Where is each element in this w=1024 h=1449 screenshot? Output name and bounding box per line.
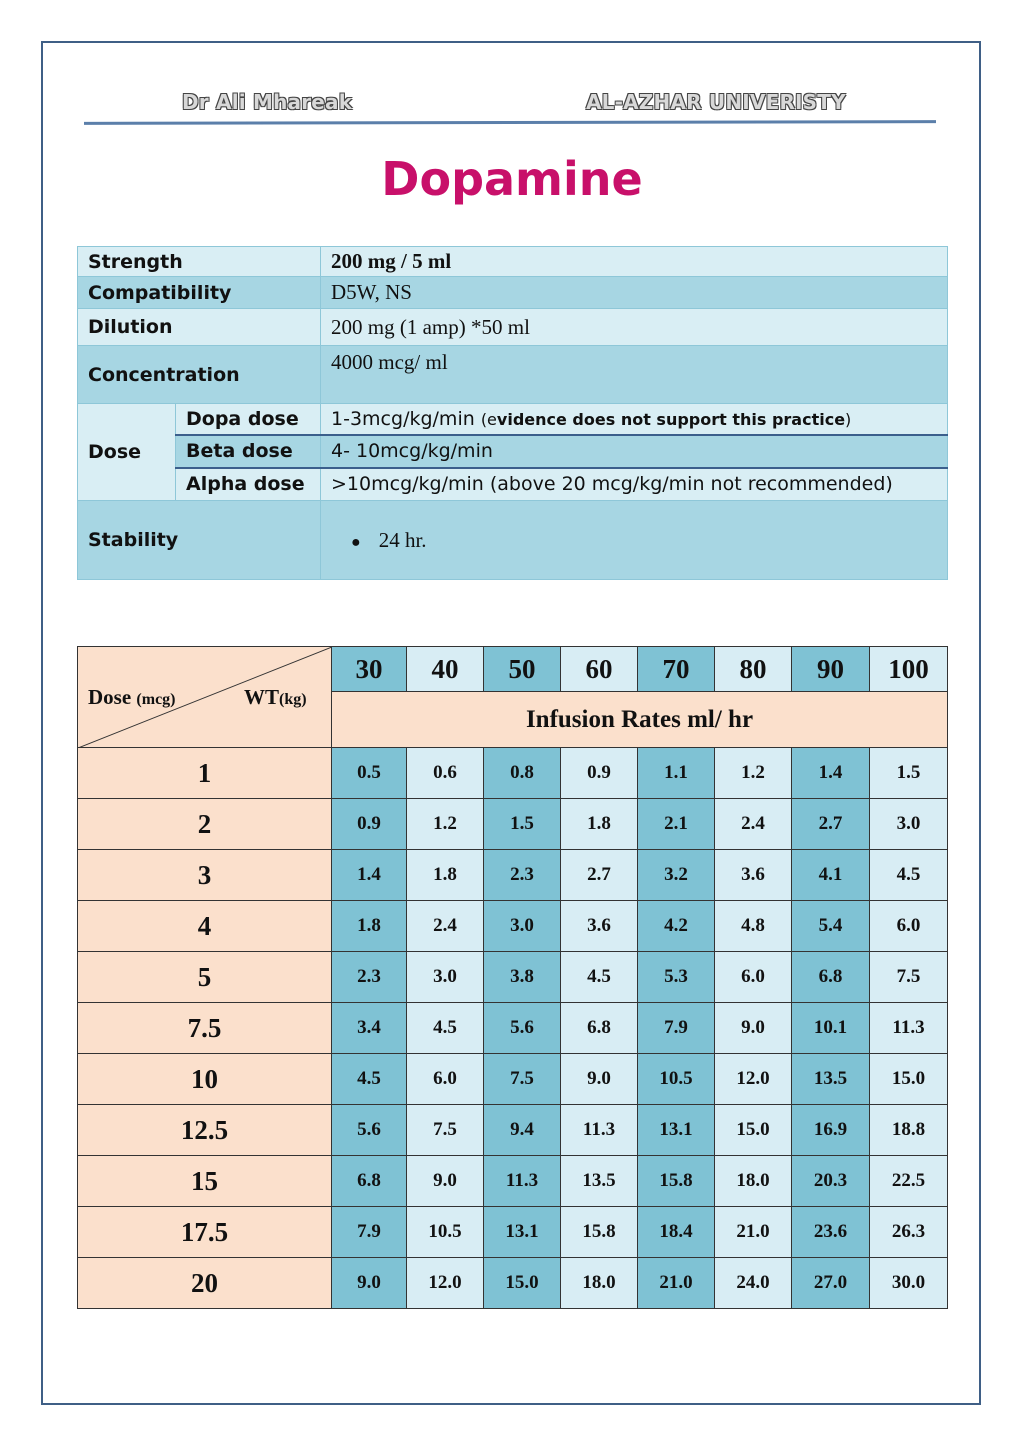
rate-cell: 10.5 <box>407 1207 484 1258</box>
rate-cell: 18.4 <box>638 1207 715 1258</box>
rate-cell: 0.5 <box>332 748 407 799</box>
table-row <box>78 799 948 850</box>
rate-cell: 0.6 <box>407 748 484 799</box>
rate-cell: 3.8 <box>484 952 561 1003</box>
rate-cell: 27.0 <box>792 1258 870 1309</box>
dose-cell: 5 <box>78 952 332 1003</box>
rate-cell: 1.2 <box>715 748 792 799</box>
rate-cell: 4.5 <box>870 850 948 901</box>
dilution-value: 200 mg (1 amp) *50 ml <box>321 309 948 346</box>
rate-cell: 6.8 <box>561 1003 638 1054</box>
dose-cell: 2 <box>78 799 332 850</box>
rate-cell: 18.8 <box>870 1105 948 1156</box>
dopa-dose-value <box>321 404 948 435</box>
concentration-value: 4000 mcg/ ml <box>321 346 948 404</box>
rate-cell: 6.0 <box>870 901 948 952</box>
rate-cell: 18.0 <box>715 1156 792 1207</box>
rate-cell: 4.5 <box>561 952 638 1003</box>
rate-cell: 30.0 <box>870 1258 948 1309</box>
corner-dose-text: Dose <box>88 685 137 709</box>
bullet-icon: ● <box>351 533 361 551</box>
weight-header-row <box>78 647 948 692</box>
corner-dose-label <box>88 685 176 710</box>
rate-cell: 18.0 <box>561 1258 638 1309</box>
rate-cell: 13.5 <box>792 1054 870 1105</box>
beta-dose-label: Beta dose <box>176 435 321 468</box>
rate-cell: 0.9 <box>561 748 638 799</box>
table-row <box>78 1054 948 1105</box>
rate-cell: 26.3 <box>870 1207 948 1258</box>
rate-cell: 3.0 <box>407 952 484 1003</box>
dopa-dose-row <box>78 404 948 435</box>
dose-cell: 7.5 <box>78 1003 332 1054</box>
rate-cell: 22.5 <box>870 1156 948 1207</box>
compatibility-label: Compatibility <box>78 277 321 309</box>
weight-header: 100 <box>870 647 948 692</box>
rate-cell: 7.5 <box>870 952 948 1003</box>
rate-cell: 3.4 <box>332 1003 407 1054</box>
rate-cell: 7.9 <box>638 1003 715 1054</box>
table-row <box>78 748 948 799</box>
rate-cell: 11.3 <box>870 1003 948 1054</box>
rate-cell: 2.3 <box>484 850 561 901</box>
beta-dose-row <box>78 435 948 468</box>
rate-cell: 1.5 <box>870 748 948 799</box>
table-row <box>78 952 948 1003</box>
alpha-dose-row <box>78 468 948 501</box>
stability-row <box>78 501 948 580</box>
rate-cell: 15.8 <box>561 1207 638 1258</box>
rate-cell: 1.8 <box>407 850 484 901</box>
rate-cell: 6.8 <box>332 1156 407 1207</box>
dose-cell: 10 <box>78 1054 332 1105</box>
rate-cell: 15.0 <box>484 1258 561 1309</box>
header-university: AL-AZHAR UNIVERISTY <box>586 90 846 114</box>
table-row <box>78 1105 948 1156</box>
page-title: Dopamine <box>381 152 643 206</box>
alpha-dose-label: Alpha dose <box>176 468 321 501</box>
rate-cell: 15.0 <box>870 1054 948 1105</box>
strength-row <box>78 247 948 277</box>
rate-cell: 20.3 <box>792 1156 870 1207</box>
rate-cell: 7.5 <box>407 1105 484 1156</box>
table-row <box>78 1156 948 1207</box>
dilution-row <box>78 309 948 346</box>
dose-cell: 1 <box>78 748 332 799</box>
beta-dose-value: 4- 10mcg/kg/min <box>321 435 948 468</box>
weight-header: 80 <box>715 647 792 692</box>
rate-cell: 0.8 <box>484 748 561 799</box>
rate-cell: 5.3 <box>638 952 715 1003</box>
dopa-dose-label: Dopa dose <box>176 404 321 435</box>
header-author: Dr Ali Mhareak <box>182 90 353 114</box>
weight-header: 60 <box>561 647 638 692</box>
dopa-dose-note: vidence does not support this practice <box>496 409 846 429</box>
dose-cell: 4 <box>78 901 332 952</box>
rate-cell: 1.5 <box>484 799 561 850</box>
rate-cell: 4.5 <box>407 1003 484 1054</box>
rate-cell: 21.0 <box>715 1207 792 1258</box>
corner-wt-text: WT <box>244 685 280 709</box>
weight-header: 40 <box>407 647 484 692</box>
rate-cell: 11.3 <box>484 1156 561 1207</box>
corner-wt-unit: (kg) <box>279 691 307 708</box>
rate-cell: 4.1 <box>792 850 870 901</box>
dopa-note-close: ) <box>845 409 852 429</box>
rate-cell: 6.8 <box>792 952 870 1003</box>
rate-cell: 0.9 <box>332 799 407 850</box>
dose-cell: 17.5 <box>78 1207 332 1258</box>
dose-label: Dose <box>78 404 176 501</box>
rate-cell: 12.0 <box>715 1054 792 1105</box>
rate-cell: 13.1 <box>484 1207 561 1258</box>
strength-value: 200 mg / 5 ml <box>321 247 948 277</box>
table-row <box>78 1207 948 1258</box>
rate-cell: 12.0 <box>407 1258 484 1309</box>
corner-dose-unit: (mcg) <box>136 691 176 708</box>
dose-cell: 20 <box>78 1258 332 1309</box>
rate-cell: 24.0 <box>715 1258 792 1309</box>
rate-cell: 5.4 <box>792 901 870 952</box>
rate-cell: 2.7 <box>792 799 870 850</box>
rate-cell: 9.0 <box>332 1258 407 1309</box>
dopa-note-open: (e <box>480 409 497 429</box>
rate-cell: 10.5 <box>638 1054 715 1105</box>
strength-label: Strength <box>78 247 321 277</box>
rate-cell: 13.5 <box>561 1156 638 1207</box>
compatibility-row <box>78 277 948 309</box>
rate-cell: 9.0 <box>715 1003 792 1054</box>
rate-cell: 1.2 <box>407 799 484 850</box>
rate-cell: 3.0 <box>870 799 948 850</box>
rate-cell: 2.4 <box>715 799 792 850</box>
rate-cell: 7.5 <box>484 1054 561 1105</box>
rate-cell: 9.0 <box>407 1156 484 1207</box>
stability-label: Stability <box>78 501 321 580</box>
rate-cell: 6.0 <box>715 952 792 1003</box>
rate-cell: 4.5 <box>332 1054 407 1105</box>
rate-cell: 16.9 <box>792 1105 870 1156</box>
rate-cell: 1.4 <box>332 850 407 901</box>
dilution-label: Dilution <box>78 309 321 346</box>
rate-cell: 9.4 <box>484 1105 561 1156</box>
rate-cell: 7.9 <box>332 1207 407 1258</box>
weight-header: 30 <box>332 647 407 692</box>
rate-cell: 3.2 <box>638 850 715 901</box>
concentration-label: Concentration <box>78 346 321 404</box>
rate-cell: 1.8 <box>332 901 407 952</box>
rate-cell: 3.0 <box>484 901 561 952</box>
weight-header: 90 <box>792 647 870 692</box>
rate-cell: 13.1 <box>638 1105 715 1156</box>
rate-cell: 23.6 <box>792 1207 870 1258</box>
table-row <box>78 850 948 901</box>
rate-cell: 1.8 <box>561 799 638 850</box>
rate-cell: 5.6 <box>332 1105 407 1156</box>
stability-text: 24 hr. <box>378 527 427 552</box>
dopa-dose-range: 1-3mcg/kg/min <box>331 407 481 430</box>
rate-cell: 2.7 <box>561 850 638 901</box>
rate-cell: 15.0 <box>715 1105 792 1156</box>
infusion-rate-table <box>77 646 948 1309</box>
rate-cell: 2.4 <box>407 901 484 952</box>
rate-body <box>78 748 948 1309</box>
rate-cell: 9.0 <box>561 1054 638 1105</box>
dose-cell: 12.5 <box>78 1105 332 1156</box>
table-row <box>78 1258 948 1309</box>
rate-cell: 21.0 <box>638 1258 715 1309</box>
rate-cell: 2.3 <box>332 952 407 1003</box>
weight-header: 70 <box>638 647 715 692</box>
stability-value <box>321 501 948 580</box>
corner-wt-label <box>244 685 307 710</box>
table-row <box>78 1003 948 1054</box>
rate-cell: 1.1 <box>638 748 715 799</box>
drug-info-table <box>77 246 948 580</box>
dose-cell: 3 <box>78 850 332 901</box>
alpha-dose-value: >10mcg/kg/min (above 20 mcg/kg/min not recommended) <box>321 468 948 501</box>
table-row <box>78 901 948 952</box>
rate-cell: 6.0 <box>407 1054 484 1105</box>
rate-cell: 4.2 <box>638 901 715 952</box>
dose-weight-corner <box>78 647 332 748</box>
rate-cell: 11.3 <box>561 1105 638 1156</box>
rate-cell: 2.1 <box>638 799 715 850</box>
rate-cell: 4.8 <box>715 901 792 952</box>
rate-cell: 15.8 <box>638 1156 715 1207</box>
concentration-row <box>78 346 948 404</box>
infusion-rates-subheader: Infusion Rates ml/ hr <box>332 692 948 748</box>
rate-cell: 5.6 <box>484 1003 561 1054</box>
rate-cell: 3.6 <box>561 901 638 952</box>
weight-header: 50 <box>484 647 561 692</box>
compatibility-value: D5W, NS <box>321 277 948 309</box>
rate-cell: 3.6 <box>715 850 792 901</box>
rate-cell: 10.1 <box>792 1003 870 1054</box>
dose-cell: 15 <box>78 1156 332 1207</box>
rate-cell: 1.4 <box>792 748 870 799</box>
